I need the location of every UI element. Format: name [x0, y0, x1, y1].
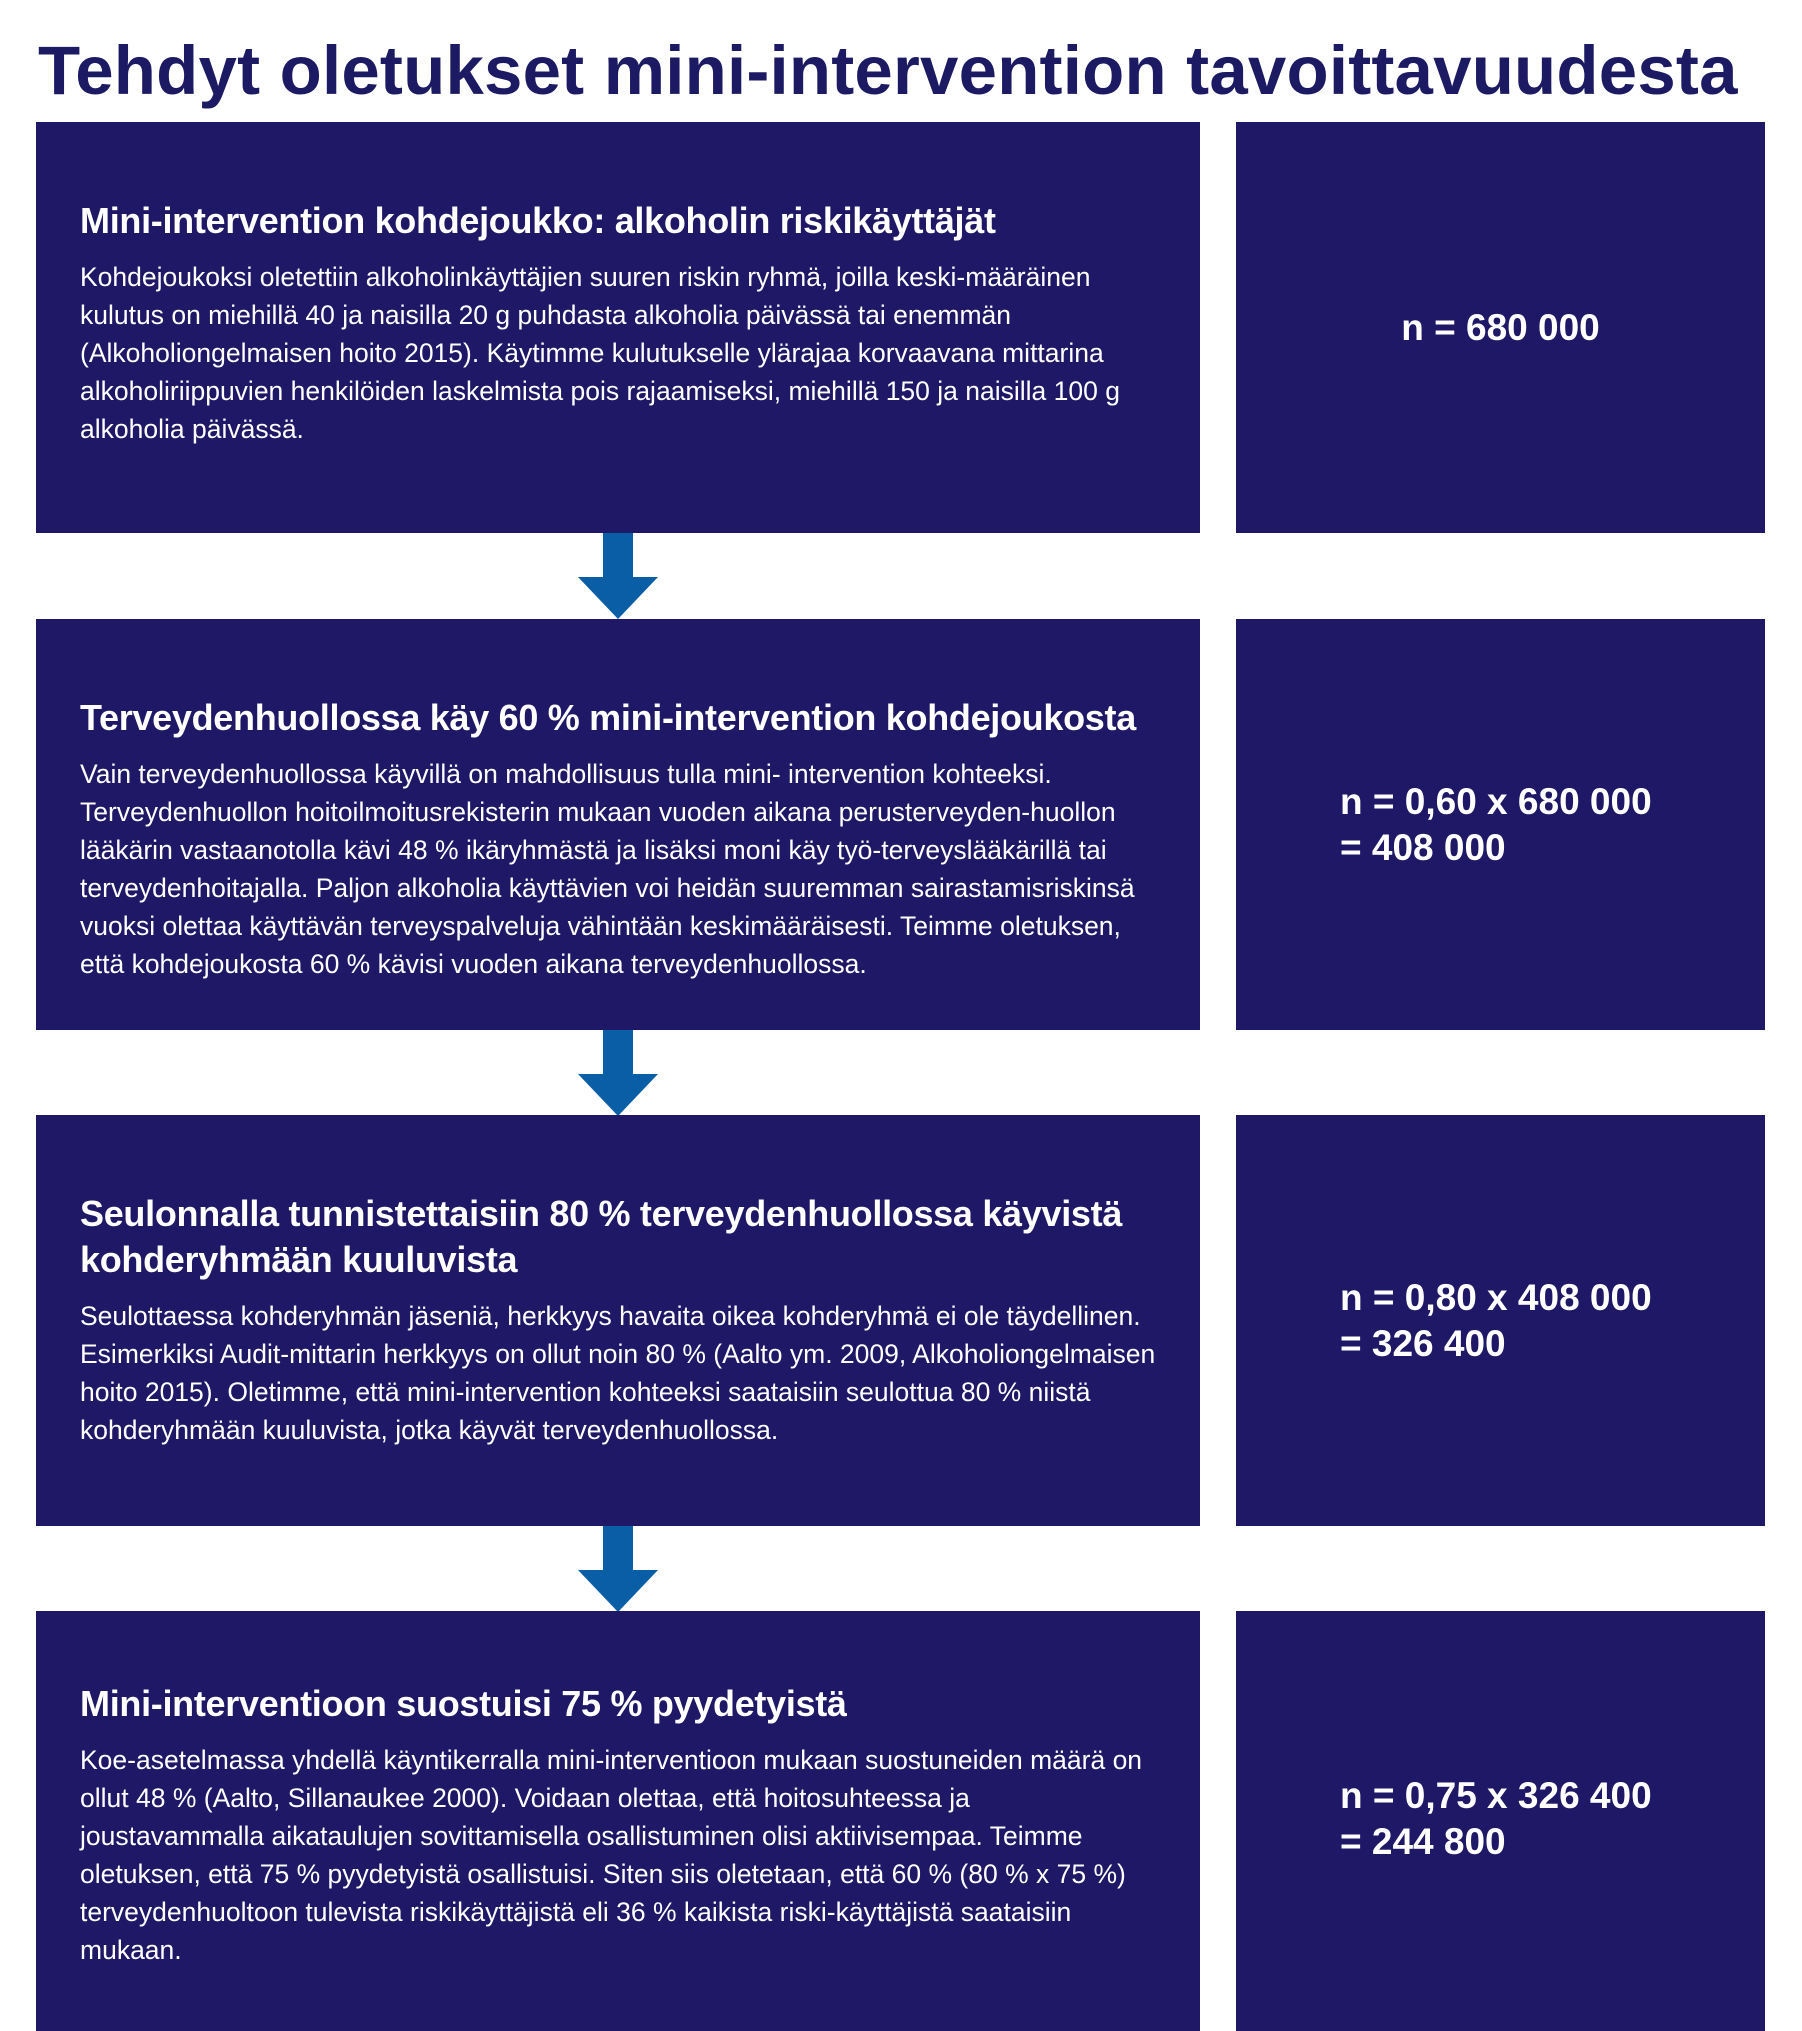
step-2-heading: Terveydenhuollossa käy 60 % mini-intervention kohdejoukosta [80, 697, 1136, 738]
step-3-heading: Seulonnalla tunnistettaisiin 80 % terveydenhuollossa käyvistä kohderyhmään kuuluvista [80, 1193, 1123, 1280]
step-4-body: Koe-asetelmassa yhdellä käyntikerralla mini-interventioon mukaan suostuneiden määrä on ollut 48 % (Aalto, Sillanaukee 2000). Voidaan olettaa, että hoitosuhteessa ja joustavammalla aikataulujen sovittamisella osallistuminen olisi aktiivisempaa. Teimme oletuksen, että 75 % pyydetyistä osallistuisi. Siten siis oletetaan, että 60 % (80 % x 75 %) terveydenhuoltoon tulevista riskikäyttäjistä eli 36 % kaikista riski-käyttäjistä saataisiin mukaan. [80, 1745, 1143, 1965]
page-title: Tehdyt oletukset mini-intervention tavoittavuudesta [38, 32, 1738, 109]
step-4-value [1236, 1773, 1652, 1865]
step-2-body: Vain terveydenhuollossa käyvillä on mahdollisuus tulla mini- intervention kohteeksi. Terveydenhuollon hoitoilmoitusrekisterin mukaan vuoden aikana perusterveyden-huollon lääkärin vastaanotolla kävi 48 % ikäryhmästä ja lisäksi moni käy työ-terveyslääkärillä tai terveydenhoitajalla. Paljon alkoholia käyttävien voi heidän suuremman sairastamisriskinsä vuoksi olettaa käyttävän terveyspalveluja vähintään keskimääräisesti. Teimme oletuksen, että kohdejoukosta 60 % kävisi vuoden aikana terveydenhuollossa. [80, 759, 1135, 979]
step-2-value-line-1: n = 0,60 x 680 000 [1340, 780, 1652, 822]
step-1-value [1236, 305, 1765, 351]
step-4-description-box [36, 1611, 1200, 2031]
step-1-body: Kohdejoukoksi oletettiin alkoholinkäyttäjien suuren riskin ryhmä, joilla keski-määräinen kulutus on miehillä 40 ja naisilla 20 g puhdasta alkoholia päivässä tai enemmän (Alkoholiongelmaisen hoito 2015). Käytimme kulutukselle ylärajaa korvaavana mittarina alkoholiriippuvien henkilöiden laskelmista pois rajaamiseksi, miehillä 150 ja naisilla 100 g alkoholia päivässä. [80, 262, 1120, 444]
step-3-value-line-1: n = 0,80 x 408 000 [1340, 1276, 1652, 1318]
step-1-heading: Mini-intervention kohdejoukko: alkoholin riskikäyttäjät [80, 200, 996, 241]
step-2-value-box [1236, 619, 1765, 1030]
step-3-description-box [36, 1115, 1200, 1526]
down-arrow-icon [578, 533, 658, 619]
step-2-description-box [36, 619, 1200, 1030]
step-3-value [1236, 1275, 1652, 1367]
step-3-value-line-2: = 326 400 [1340, 1322, 1506, 1364]
step-1-description-box [36, 122, 1200, 533]
step-4-value-box [1236, 1611, 1765, 2031]
step-3-value-box [1236, 1115, 1765, 1526]
step-4-heading: Mini-interventioon suostuisi 75 % pyydetyistä [80, 1683, 847, 1724]
step-3-body: Seulottaessa kohderyhmän jäseniä, herkkyys havaita oikea kohderyhmä ei ole täydellinen. Esimerkiksi Audit-mittarin herkkyys on ollut noin 80 % (Aalto ym. 2009, Alkoholiongelmaisen hoito 2015). Oletimme, että mini-intervention kohteeksi saataisiin seulottua 80 % niistä kohderyhmään kuuluvista, jotka käyvät terveydenhuollossa. [80, 1301, 1156, 1445]
step-2-value [1236, 779, 1652, 871]
step-4-value-line-2: = 244 800 [1340, 1821, 1506, 1862]
down-arrow-icon [578, 1030, 658, 1116]
step-4-value-line-1: n = 0,75 x 326 400 [1340, 1775, 1652, 1816]
step-1-value-line-1: n = 680 000 [1401, 306, 1600, 348]
step-2-value-line-2: = 408 000 [1340, 826, 1506, 868]
step-1-value-box [1236, 122, 1765, 533]
down-arrow-icon [578, 1526, 658, 1612]
